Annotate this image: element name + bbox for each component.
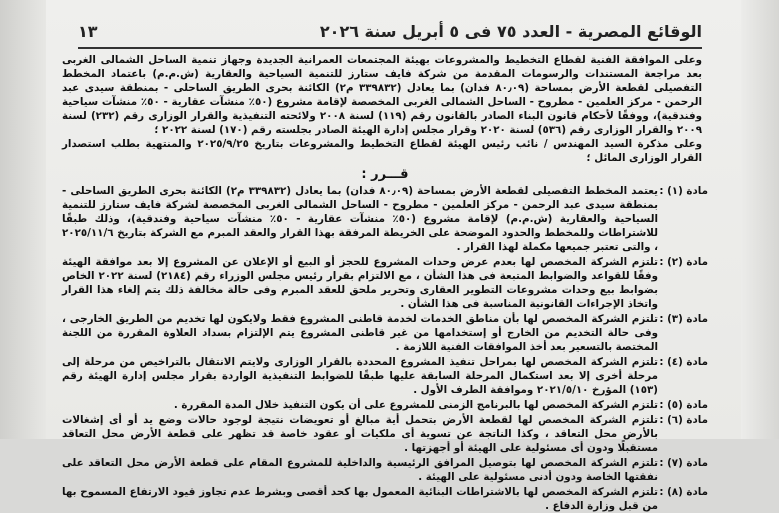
article: [62, 413, 708, 455]
article: [62, 355, 708, 397]
publication-title: الوقائع المصرية - العدد ٧٥ فى ٥ أبريل سنة ٢٠٢٦: [319, 21, 702, 41]
preamble-paragraph: وعلى مذكرة السيد المهندس / نائب رئيس الهيئة لقطاع التخطيط والمشروعات بتاريخ ٢٠٢٥/٩/٢٥ والمنتهية بطلب استصدار القرار الوزارى المائل ؛: [62, 138, 703, 164]
page-number: ١٣: [78, 21, 98, 41]
article: [62, 312, 708, 354]
article: [62, 456, 708, 484]
article-text: تلتزم الشركة المخصص لها بالاشتراطات البنائية المعمول بها كحد أقصى وبشرط عدم تجاوز قيود الارتفاع المسموح بها من قبل وزارة الدفاع .: [62, 486, 658, 512]
article-number: مادة (٤) :: [659, 356, 708, 368]
article-text: تلتزم الشركة المخصص لها بمراحل تنفيذ المشروع المحددة بالقرار الوزارى ولايتم الانتقال بالتراخيص من مرحلة إلى مرحلة أخرى إلا بعد استكمال المرحلة السابقة عليها طبقًا للضوابط التنفيذية الواردة بقرار مجلس إدارة الهيئة رقم (١٥٣) المؤرخ ٢٠٢١/٥/١٠ وموافقة الطرف الأول .: [62, 356, 658, 396]
article-number: مادة (٧) :: [659, 457, 708, 469]
article-text: تلتزم الشركة المخصص لها بالبرنامج الزمنى للمشروع على أن يكون التنفيذ خلال المدة المقررة .: [173, 399, 658, 411]
article: [62, 184, 708, 254]
page-shadow-left: [0, 0, 46, 439]
decision-heading: قـــرر :: [361, 167, 409, 182]
article-text: تلتزم الشركة المخصص لها بتوصيل المرافق الرئيسية والداخلية للمشروع المقام على قطعة الأرض محل التعاقد على نفقتها الخاصة ودون أدنى مسئولية على الهيئة .: [62, 457, 658, 483]
preamble-paragraph: وعلى الموافقة الفنية لقطاع التخطيط والمشروعات بهيئة المجتمعات العمرانية الجديدة وجهاز تنمية الساحل الشمالى الغربى بعد مراجعة المستندات والرسومات المقدمة من شركة فايف ستارز للتنمية السياحية والعقارية (ش.م.م) باعتماد المخطط التفصيلى لقطعة الأرض بمساحة (٨٠٫٠٩ فدان) بما يعادل (٣٣٩٨٣٢ م٢) الكائنة بحرى الطريق الساحلى - بمنطقة سيدى عبد الرحمن - مركز العلمين - مطروح - الساحل الشمالى الغربى المخصصة لإقامة مشروع (٥٠٪ منشآت عقارية - ٥٠٪ منشآت سياحية وفندقية)، ووفقًا لأحكام قانون البناء الصادر بالقانون رقم (١١٩) لسنة ٢٠٠٨ ولائحته التنفيذية والقرار الوزارى رقم (٢٣٢) لسنة ٢٠٠٩ والقرار الوزارى رقم (٥٣٦) لسنة ٢٠٢٠ وقرار مجلس إدارة الهيئة الصادر بجلسته رقم (١٧٠) لسنة ٢٠٢٢ ؛: [62, 54, 702, 136]
header-rule: [78, 47, 702, 49]
article-text: تلتزم الشركة المخصص لها بأن مناطق الخدمات لخدمة قاطنى المشروع فقط ولايكون لها تخديم من الطريق الخارجى ، وفى حالة التخديم من الخارج أو إستخدامها من غير قاطنى المشروع يتم الإلتزام بسداد العلاوة المقررة من اللجنة المختصة بالتسعير بعد أخذ الموافقات الفنية اللازمة .: [62, 313, 658, 353]
article-number: مادة (٨) :: [659, 486, 708, 498]
article-text: تلتزم الشركة المخصص لها بعدم عرض وحدات المشروع للحجز أو البيع أو الإعلان عن المشروع إلا بعد موافقة الهيئة وفقًا للقواعد والضوابط المتبعة فى هذا الشأن ، مع الالتزام بقرار رئيس مجلس الوزراء رقم (٢١٨٤) لسنة ٢٠٢٢ الخاص بضوابط بيع وحدات مشروعات التطوير العقارى وتحرير ملحق للعقد المبرم وفى حالة مخالفة ذلك يتم إلغاء هذا القرار واتخاذ الإجراءات القانونية المناسبة فى هذا الشأن .: [62, 256, 659, 310]
article-number: مادة (٦) :: [659, 414, 708, 426]
article: [62, 485, 708, 513]
article-number: مادة (٣) :: [659, 313, 708, 325]
article-number: مادة (٥) :: [659, 399, 708, 411]
article-number: مادة (٢) :: [659, 256, 708, 268]
document-body: [62, 53, 708, 513]
article-text: تلتزم الشركة المخصص لها لقطعة الأرض بتحمل أية مبالغ أو تعويضات نتيجة لوجود حالات وضع يد أو أى إشغالات بالأرض محل التعاقد ، وكذا الناتجة عن تسوية أى ملكيات أو عقود خاصة قد تظهر على قطعة الأرض محل التعاقد مستقبلًا ودون أى مسئولية على الهيئة أو أجهزتها .: [62, 414, 658, 454]
article-text: يعتمد المخطط التفصيلى لقطعة الأرض بمساحة (٨٠٫٠٩ فدان) بما يعادل (٣٣٩٨٣٢ م٢) الكائنة بحرى الطريق الساحلى - بمنطقة سيدى عبد الرحمن - مركز العلمين - مطروح - الساحل الشمالى الغربى المخصصة لشركة فايف ستارز للتنمية السياحية والعقارية (ش.م.م) لإقامة مشروع (٥٠٪ منشآت عقارية - ٥٠٪ منشآت سياحية وفندقية)، وذلك طبقًا للاشتراطات وللمخطط والحدود الموضحة على الخريطة المرفقة بهذا القرار والعقد المبرم مع الشركة بتاريخ ٢٠٢٥/١١/٦ ، والتى تعتبر جميعها مكملة لهذا القرار .: [62, 185, 658, 253]
article-number: مادة (١) :: [659, 185, 708, 197]
page-header: [78, 20, 702, 42]
article: [62, 398, 708, 412]
article: [62, 255, 708, 311]
preamble: [62, 53, 708, 165]
page-shadow-right: [741, 0, 779, 439]
